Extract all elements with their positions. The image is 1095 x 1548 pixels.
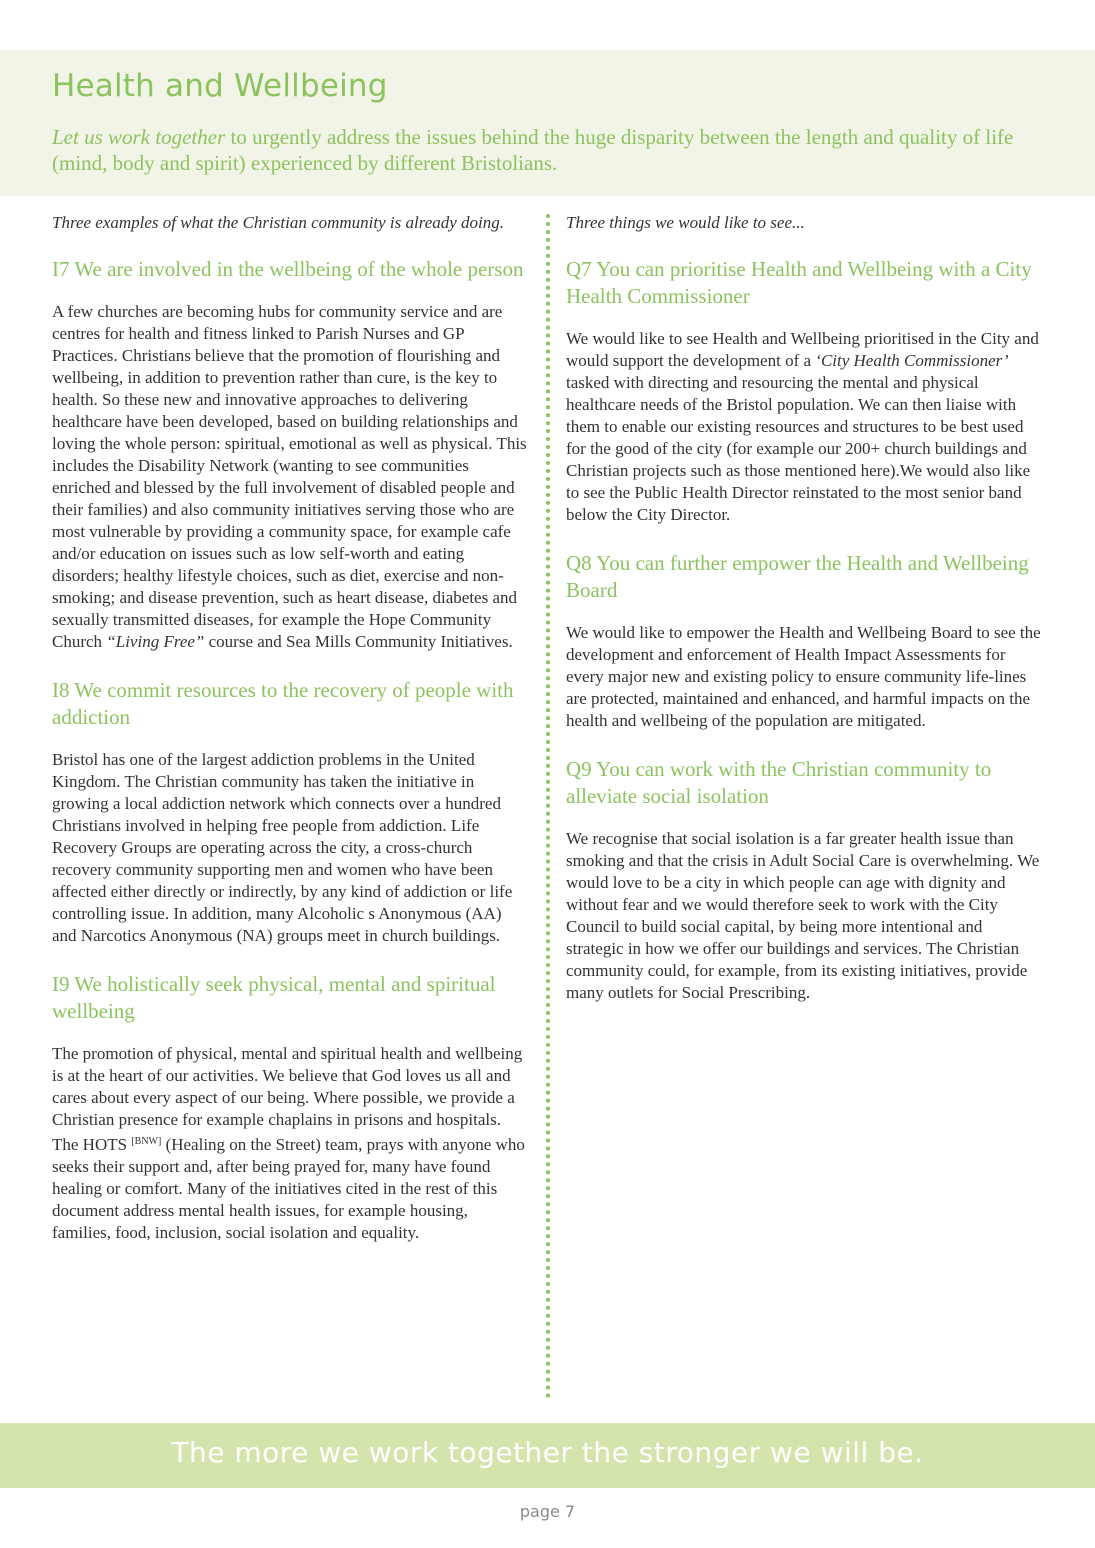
- i9-text-a: The promotion of physical, mental and spiritual health and wellbeing is at the heart of our activities. We believe that God loves us all and cares about every aspect of our being. Where possible, we provide a Christian presence for example chaplains in prisons and hospitals. The HOTS: [52, 1044, 523, 1154]
- i7-text-a: A few churches are becoming hubs for community service and are centres for health and fitness linked to Parish Nurses and GP Practices. Christians believe that the promotion of flourishing and wellbeing, in addition to prevention rather than cure, is the key to health. So these new and innovative approaches to delivering healthcare have been developed, based on building relationships and loving the whole person: spiritual, emotional as well as physical. This includes the Disability Network (wanting to see communities enriched and blessed by the full involvement of disabled people and their families) and also community initiatives serving those who are most vulnerable by providing a community space, for example cafe and/or education on issues such as low self-worth and eating disorders; healthy lifestyle choices, such as diet, exercise and non-smoking; and disease prevention, such as heart disease, diabetes and sexually transmitted diseases, for example the Hope Community Church: [52, 302, 527, 651]
- section-body-i8: Bristol has one of the largest addiction problems in the United Kingdom. The Christian community has taken the initiative in growing a local addiction network which connects over a hundred Christians involved in helping free people from addiction. Life Recovery Groups are operating across the city, a cross-church recovery community supporting men and women who have been affected either directly or indirectly, by any kind of addiction or life controlling issue. In addition, many Alcoholic s Anonymous (AA) and Narcotics Anonymous (NA) groups meet in church buildings.: [52, 750, 513, 945]
- footer-slogan: The more we work together the stronger we will be.: [171, 1436, 924, 1469]
- i7-emphasis: “Living Free”: [106, 632, 205, 651]
- footnote-marker: [BNW]: [131, 1136, 162, 1147]
- section-body-i9: [52, 1043, 527, 1244]
- section-heading-i8: I8 We commit resources to the recovery of people with addiction: [52, 678, 514, 729]
- left-column: [52, 212, 527, 1268]
- page-number: page 7: [519, 1502, 576, 1521]
- intro-rest: to urgently address the issues behind the huge disparity between the length and quality of life (mind, body and spirit) experienced by different Bristolians.: [52, 125, 1014, 175]
- q7-emphasis: ‘City Health Commissioner’: [815, 351, 1009, 370]
- i9-text-b: (Healing on the Street) team, prays with anyone who seeks their support and, after being prayed for, many have found healing or comfort. Many of the initiatives cited in the rest of this document address mental health issues, for example housing, families, food, inclusion, social isolation and equality.: [52, 1135, 525, 1242]
- section-heading-i7: I7 We are involved in the wellbeing of the whole person: [52, 257, 524, 281]
- left-column-lead: Three examples of what the Christian community is already doing.: [52, 213, 505, 232]
- right-column-lead: Three things we would like to see...: [566, 213, 805, 232]
- section-heading-i9: I9 We holistically seek physical, mental and spiritual wellbeing: [52, 972, 496, 1023]
- section-body-q9: We recognise that social isolation is a far greater health issue than smoking and that the crisis in Adult Social Care is overwhelming. We would love to be a city in which people can age with dignity and without fear and we would therefore seek to work with the City Council to build social capital, by being more intentional and strategic in how we offer our buildings and services. The Christian community could, for example, from its existing initiatives, provide many outlets for Social Prescribing.: [566, 829, 1040, 1002]
- intro-text: [52, 124, 1042, 176]
- right-column: [566, 212, 1041, 1028]
- section-body-q7: [566, 328, 1041, 526]
- i7-text-b: course and Sea Mills Community Initiatives.: [204, 632, 513, 651]
- column-divider: [546, 214, 550, 1399]
- intro-emphasis: Let us work together: [52, 125, 226, 149]
- q7-text-a: We would like to see Health and Wellbeing prioritised in the City and would support the development of a: [566, 329, 1039, 370]
- section-body-i7: [52, 301, 527, 653]
- q7-text-b: tasked with directing and resourcing the mental and physical healthcare needs of the Bristol population. We can then liaise with them to enable our existing resources and structures to be best used for the good of the city (for example our 200+ church buildings and Christian projects such as those mentioned here).We would also like to see the Public Health Director reinstated to the most senior band below the City Director.: [566, 373, 1031, 524]
- section-heading-q8: Q8 You can further empower the Health and Wellbeing Board: [566, 551, 1029, 602]
- section-body-q8: We would like to empower the Health and Wellbeing Board to see the development and enforcement of Health Impact Assessments for every major new and existing policy to ensure community life-lines are protected, maintained and enhanced, and harmful impacts on the health and wellbeing of the population are mitigated.: [566, 623, 1041, 730]
- page-title: Health and Wellbeing: [52, 68, 388, 104]
- section-heading-q9: Q9 You can work with the Christian community to alleviate social isolation: [566, 757, 992, 808]
- section-heading-q7: Q7 You can prioritise Health and Wellbeing with a City Health Commissioner: [566, 257, 1032, 308]
